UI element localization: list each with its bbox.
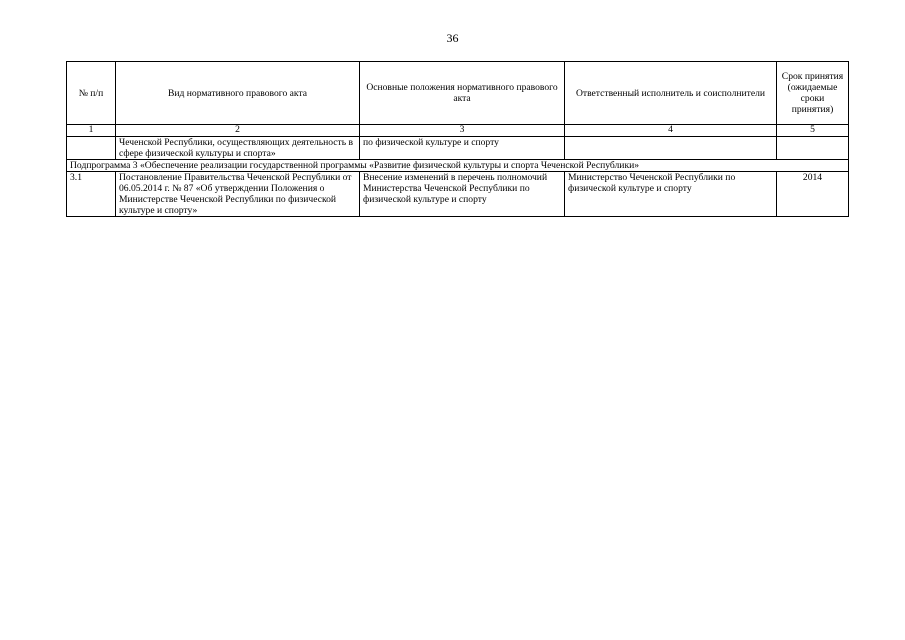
cell-number [67, 137, 116, 160]
column-number-5: 5 [777, 125, 849, 137]
header-executor: Ответственный исполнитель и соисполнители [565, 62, 777, 125]
cell-act-type: Постановление Правительства Чеченской Республики от 06.05.2014 г. № 87 «Об утверждении Положения о Министерстве Чеченской Республики по физической культуре и спорту» [116, 172, 360, 217]
cell-number: 3.1 [67, 172, 116, 217]
subprogram-row [67, 160, 849, 172]
subprogram-title: Подпрограмма 3 «Обеспечение реализации государственной программы «Развитие физической культуры и спорта Чеченской Республики» [67, 160, 849, 172]
header-number: № п/п [67, 62, 116, 125]
column-number-2: 2 [116, 125, 360, 137]
header-deadline: Срок принятия (ожидаемые сроки принятия) [777, 62, 849, 125]
table-row-3-1 [67, 172, 849, 217]
header-act-type: Вид нормативного правового акта [116, 62, 360, 125]
cell-deadline: 2014 [777, 172, 849, 217]
cell-act-type: Чеченской Республики, осуществляющих деятельность в сфере физической культуры и спорта» [116, 137, 360, 160]
column-number-3: 3 [360, 125, 565, 137]
header-provisions: Основные положения нормативного правового акта [360, 62, 565, 125]
cell-deadline [777, 137, 849, 160]
cell-provisions: по физической культуре и спорту [360, 137, 565, 160]
page-number: 36 [446, 31, 459, 45]
column-number-4: 4 [565, 125, 777, 137]
cell-executor: Министерство Чеченской Республики по физической культуре и спорту [565, 172, 777, 217]
column-number-1: 1 [67, 125, 116, 137]
normative-acts-table [66, 61, 849, 217]
table-header-row [67, 62, 849, 125]
table-row-continuation [67, 137, 849, 160]
cell-provisions: Внесение изменений в перечень полномочий Министерства Чеченской Республики по физической культуре и спорту [360, 172, 565, 217]
cell-executor [565, 137, 777, 160]
column-number-row [67, 125, 849, 137]
